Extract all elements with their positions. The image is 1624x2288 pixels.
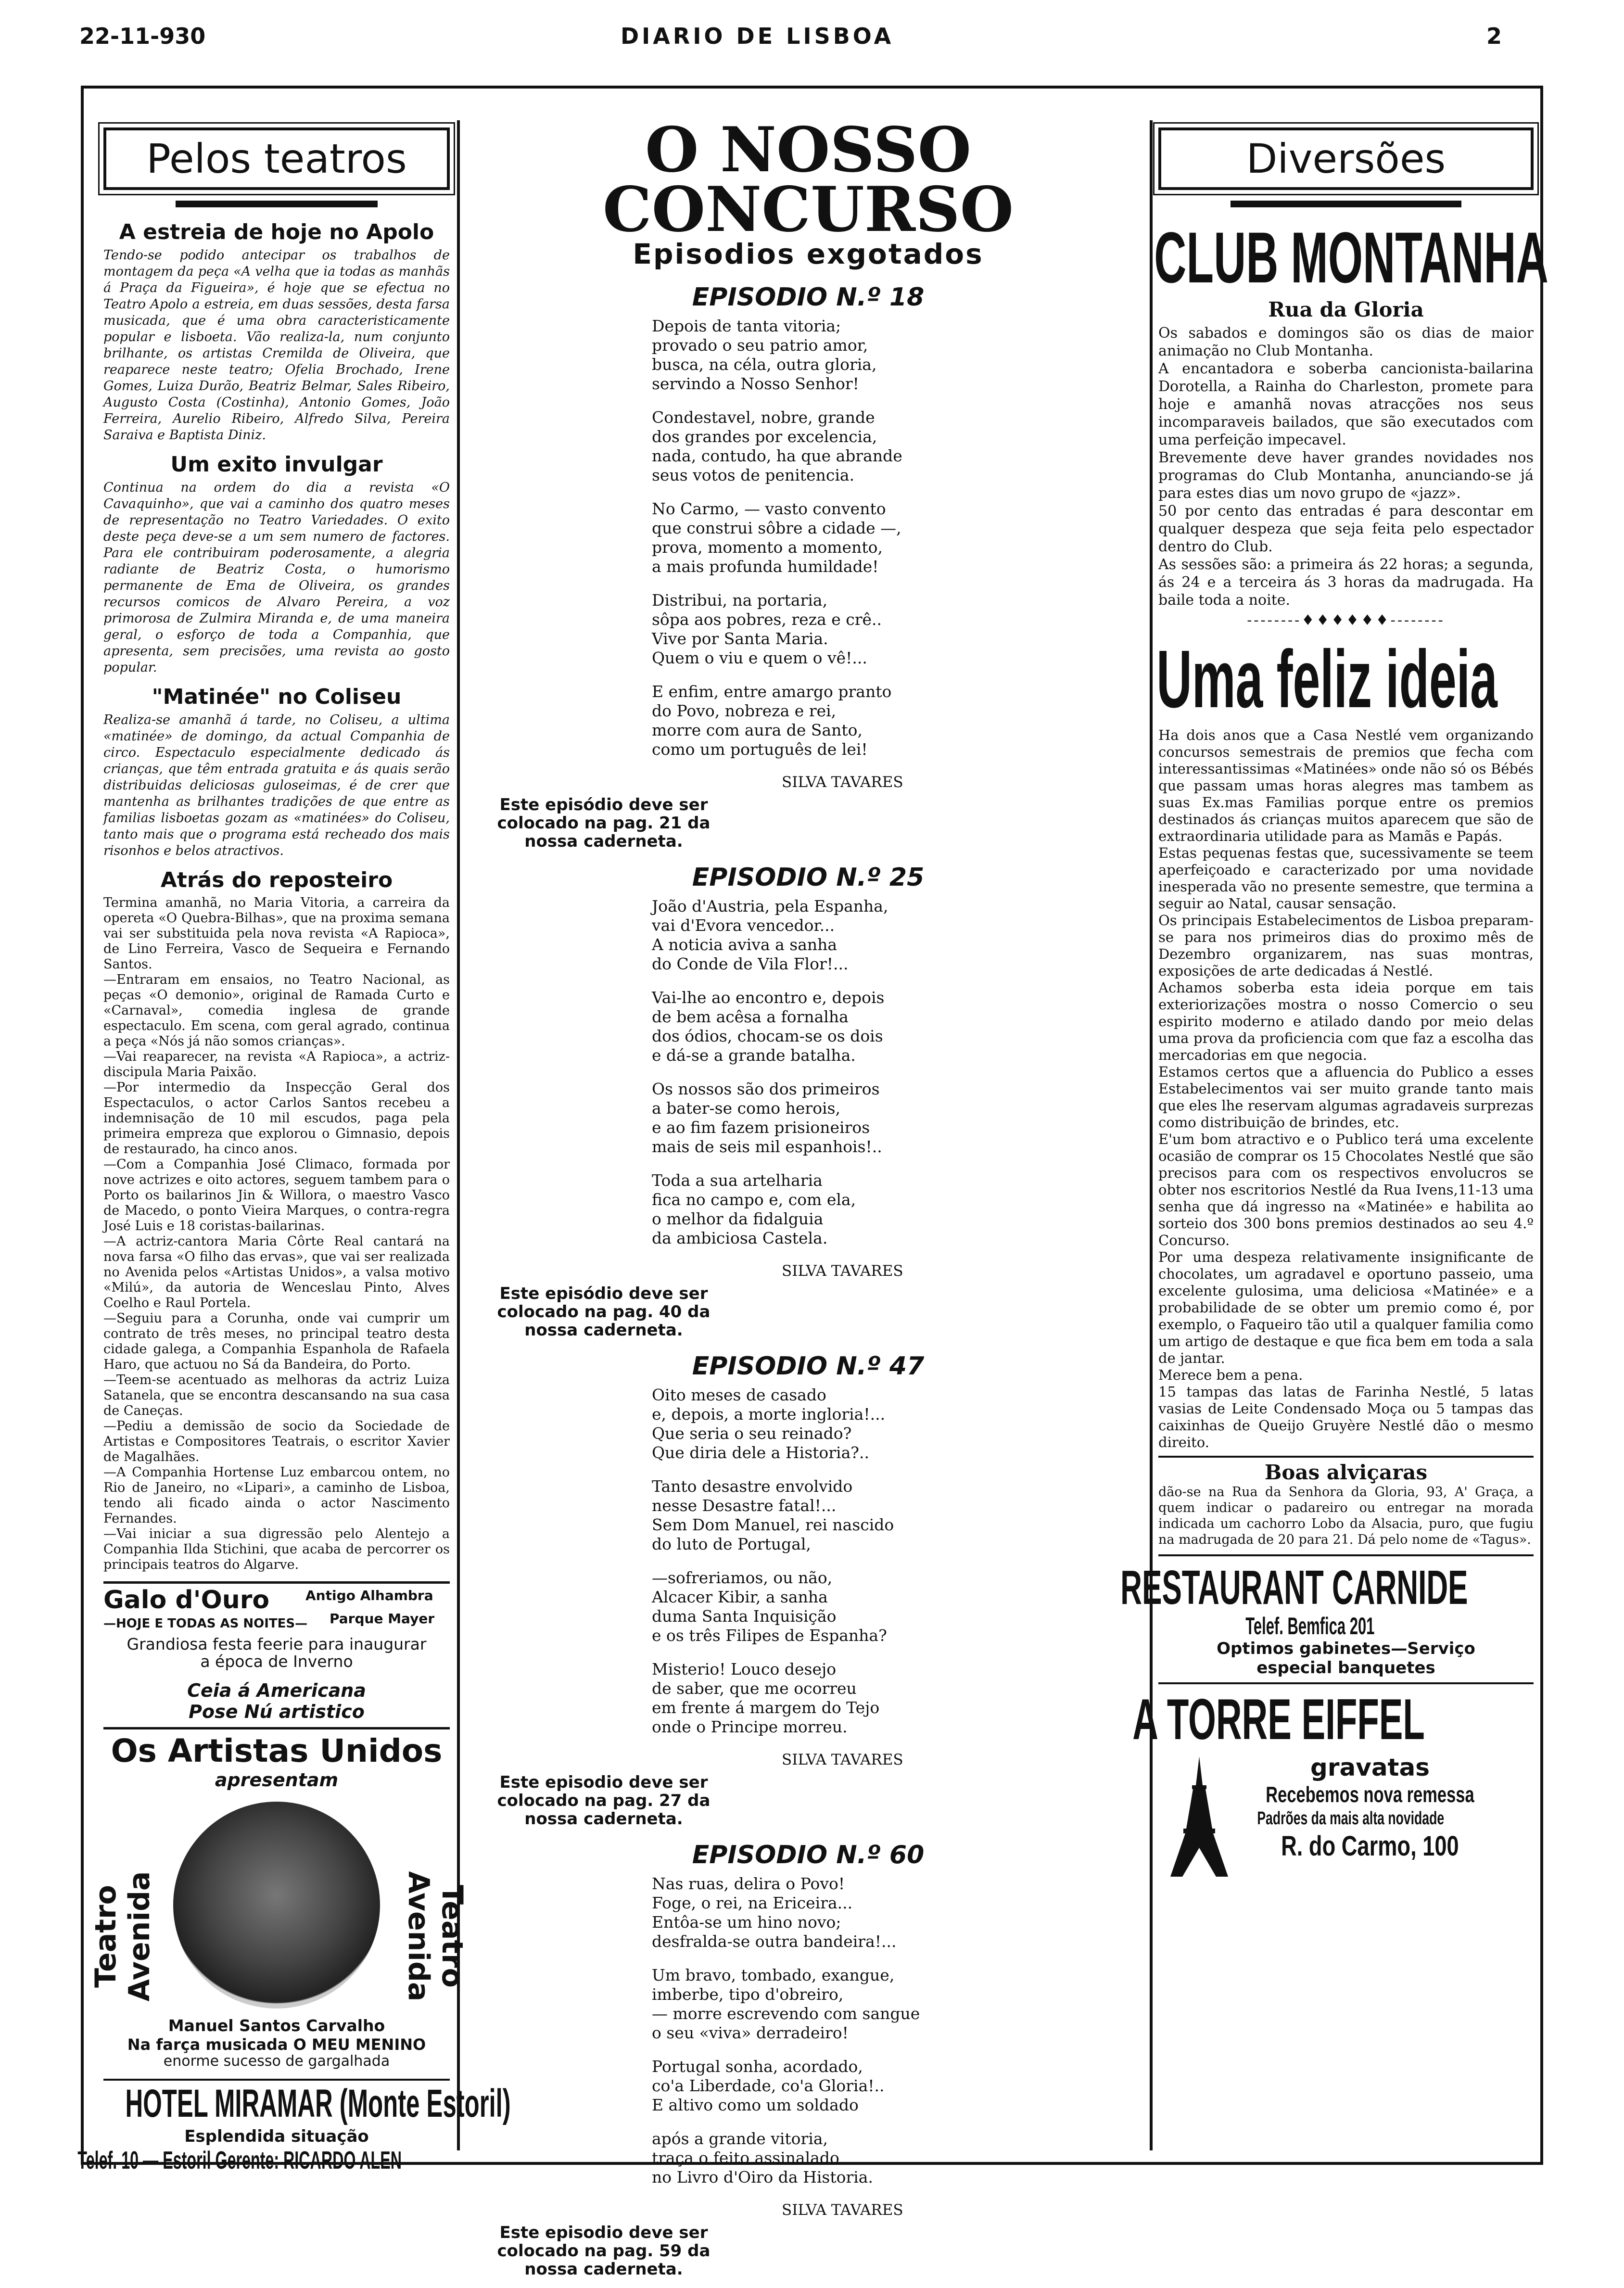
article-body: Continua na ordem do dia a revista «O Cavaquinho», que vai a caminho dos quatro meses de representação no Teatro Variedades. O exito deste peça deve-se a um sem numero de factores. Para ele contribuiram poderosamente, a alegria radiante de Beatriz Costa, o humorismo permanente de Ema de Oliveira, os grandes recursos comicos de Alvaro Pereira, a voz primorosa de Zulmira Miranda e, de uma maneira geral, o esforço de toda a Companhia, que apresenta, sem precisões, uma revista ao gosto popular.	[103, 480, 450, 675]
ad-line: Grandiosa festa feerie para inaugurar	[127, 1635, 427, 1653]
contest-subtitle: Episodios exgotados	[633, 238, 984, 270]
verse-stanza: Um bravo, tombado, exangue, imberbe, tipo d'obreiro, — morre escrevendo com sangue o seu «viva» derradeiro!	[652, 1966, 920, 2042]
episode	[469, 1352, 1147, 1828]
author-signature: SILVA TAVARES	[782, 1262, 903, 1280]
hotel-miramar-ad	[77, 2079, 511, 2176]
ad-side-text: Teatro Avenida	[402, 1871, 469, 2002]
ad-venue: Parque Mayer	[330, 1611, 435, 1627]
lost-dog-notice	[1158, 1456, 1534, 1548]
section-heading-theatres: Pelos teatros	[103, 127, 450, 190]
verse-stanza: Toda a sua artelharia fica no campo e, com ela, o melhor da fidalguia da ambiciosa Castela.	[652, 1171, 856, 1247]
article-heading: A estreia de hoje no Apolo	[119, 220, 434, 244]
ad-subtitle: apresentam	[215, 1769, 339, 1791]
verse-stanza: Nas ruas, delira o Povo! Foge, o rei, na Ericeira... Entôa-se um hino novo; desfralda-se outra bandeira!...	[652, 1874, 897, 1951]
ad-venue: Antigo Alhambra	[305, 1588, 433, 1603]
ad-line: Telef. 10 — Estoril Gerente: RICARDO ALEN	[77, 2147, 402, 2174]
ad-title: A TORRE EIFFEL	[1132, 1687, 1425, 1752]
ad-line: Na farça musicada O MEU MENINO	[127, 2035, 426, 2054]
ad-title: RESTAURANT CARNIDE	[1120, 1561, 1468, 1614]
eiffel-tower-icon	[1168, 1756, 1231, 1877]
verse-stanza: Vai-lhe ao encontro e, depois de bem acêsa a fornalha dos ódios, chocam-se os dois e dá-se a grande batalha.	[652, 988, 885, 1065]
nestle-body: Ha dois anos que a Casa Nestlé vem organizando concursos semestrais de premios que fecha com interessantissimas «Matinées» onde não só os Bébés que passam umas horas alegres mas tambem as suas Ex.mas Familias porque entre os premios destinados ás crianças muitos aparecem que são de extraordinaria utilidade para as Mamãs e Papás. Estas pequenas festas que, sucessivamente se teem aperfeiçoado e caracterizado por uma novidade inesperada vão no presente semestre, que termina a seguir ao Natal, causar sensação. Os principais Estabelecimentos de Lisboa preparam-se para nos primeiros dias do proximo mês de Dezembro organizarem, nas suas montras, exposições de arte dedicadas á Nestlé. Achamos soberba esta ideia porque em tais exteriorizações mostra o nosso Comercio o seu espirito moderno e atilado dando por meio delas uma prova da proficiencia com que faz a escolha das mercadorias em que negocia. Estamos certos que a afluencia do Publico a esses Estabelecimentos vai ser muito grande tanto mais que eles lhe reservam algumas agradaveis surprezas como distribuição de brindes, etc. E'um bom atractivo e o Publico terá uma excelente ocasião de comprar os 15 Chocolates Nestlé que são precisos para com os respectivos envolucros se obter nos escritorios Nestlé da Rua Ivens,11-13 uma senha que dá ingresso na «Matinée» e habilita ao sorteio dos 300 bons premios destinados ao seu 4.º Concurso. Por uma despeza relativamente insignificante de chocolates, um agradavel e oportuno passeio, uma excelente gulosima, uma deliciosa «Matinée» e a probabilidade de se obter um premio como é, por exemplo, o Faqueiro tão util a qualquer familia como um artigo de destaque e que fica bem em toda a sala de jantar. Merece bem a pena. 15 tampas das latas de Farinha Nestlé, 5 latas vasias de Leite Condensado Moça ou 5 tampas das caixinhas de Queijo Gruyère Nestlé dão o mesmo direito.	[1158, 727, 1534, 1450]
placement-note: Este episódio deve ser colocado na pag. 21 da nossa caderneta.	[497, 795, 710, 851]
ad-line: enorme sucesso de gargalhada	[163, 2053, 390, 2070]
verse-stanza: Tanto desastre envolvido nesse Desastre fatal!... Sem Dom Manuel, rei nascido do luto de Portugal,	[652, 1477, 894, 1553]
article-body: Termina amanhã, no Maria Vitoria, a carreira da opereta «O Quebra-Bilhas», que na proxima semana vai ser substituida pela nova revista «A Rapioca», de Lino Ferreira, Vasco de Sequeira e Fernando Santos. —Entraram em ensaios, no Teatro Nacional, as peças «O demonio», original de Ramada Curto e «Carnaval», comedia inglesa de grande espectaculo. Em scena, com geral agrado, continua a peça «Nós já não somos crianças». —Vai reaparecer, na revista «A Rapioca», a actriz-discipula Maria Paixão. —Por intermedio da Inspecção Geral dos Espectaculos, o actor Carlos Santos recebeu a indemnisação de 10 mil escudos, paga pela primeira empreza que explorou o Gimnasio, depois de restaurado, ha cinco anos. —Com a Companhia José Climaco, formada por nove actrizes e oito actores, seguem tambem para o Porto os bailarinos Jin & Willora, o maestro Vasco de Macedo, o ponto Vieira Marques, o contra-regra José Luis e 18 coristas-bailarinas. —A actriz-cantora Maria Côrte Real cantará na nova farsa «O filho das ervas», que vai ser realizada no Avenida pelos «Artistas Unidos», a valsa motivo «Milú», da autoria de Wenceslau Pinto, Alves Coelho e Raul Portela. —Seguiu para a Corunha, onde vai cumprir um contrato de três meses, no principal teatro desta cidade galega, a Companhia Espanhola de Rafaela Haro, que actuou no Sá da Bandeira, do Porto. —Teem-se acentuado as melhoras da actriz Luiza Satanela, que se encontra descansando na sua casa de Caneças. —Pediu a demissão de socio da Sociedade de Artistas e Compositores Teatrais, o escritor Xavier de Magalhães. —A Companhia Hortense Luz embarcou ontem, no Rio de Janeiro, no «Lipari», a caminho de Lisboa, tendo ali ficado ainda o actor Nascimento Fernandes. —Vai iniciar a sua digressão pelo Alentejo a Companhia Ilda Stichini, que acaba de percorrer os principais teatros do Algarve.	[103, 895, 450, 1572]
notice-body: dão-se na Rua da Senhora da Gloria, 93, A' Graça, a quem indicar o padareiro ou entregar na morada indicada um cachorro Lobo da Alsacia, puro, que fugiu na madrugada de 20 para 21. Dá pelo nome de «Tagus».	[1158, 1485, 1534, 1547]
club-address: Rua da Gloria	[1268, 298, 1424, 321]
contest-title: O NOSSO CONCURSO	[602, 114, 1014, 246]
issue-date: 22-11-930	[79, 23, 206, 49]
verse-stanza: Distribui, na portaria, sôpa aos pobres, reza e crê.. Vive por Santa Maria. Quem o viu e quem o vê!...	[652, 591, 882, 667]
nestle-headline: Uma feliz ideia	[1156, 634, 1497, 725]
verse-stanza: João d'Austria, pela Espanha, vai d'Evora vencedor... A noticia aviva a sanha do Conde de Vila Flor!...	[652, 897, 888, 973]
ad-side-text: Teatro Avenida	[89, 1871, 156, 2002]
verse-stanza: Oito meses de casado e, depois, a morte ingloria!... Que seria o seu reinado? Que diria dele a Historia?..	[652, 1386, 886, 1462]
episode-list	[469, 283, 1147, 2278]
episode	[469, 1841, 1147, 2278]
episode-title: EPISODIO N.º 60	[692, 1841, 925, 1869]
verse-stanza: No Carmo, — vasto convento que construi sôbre a cidade —, prova, momento a momento, a mais profunda humildade!	[652, 499, 901, 576]
placement-note: Este episodio deve ser colocado na pag. 27 da nossa caderneta.	[497, 1773, 710, 1829]
ad-line: Ceia á Americana	[187, 1680, 366, 1701]
verse-stanza: Depois de tanta vitoria; provado o seu patrio amor, busca, na céla, outra gloria, servindo a Nosso Senhor!	[652, 317, 877, 393]
ad-title: Os Artistas Unidos	[111, 1732, 443, 1769]
episode-title: EPISODIO N.º 47	[692, 1352, 925, 1381]
ad-line: Optimos gabinetes—Serviço	[1217, 1639, 1475, 1658]
verse-stanza: após a grande vitoria, traça o feito assinalado no Livro d'Oiro da Historia.	[652, 2129, 873, 2186]
episode-title: EPISODIO N.º 25	[692, 863, 925, 892]
verse-stanza: Os nossos são dos primeiros a bater-se como herois, e ao fim fazem prisioneiros mais de seis mil espanhois!..	[652, 1080, 882, 1156]
author-signature: SILVA TAVARES	[782, 1751, 903, 1768]
ad-title: HOTEL MIRAMAR (Monte Estoril)	[125, 2082, 511, 2125]
verse-stanza: E enfim, entre amargo pranto do Povo, nobreza e rei, morre com aura de Santo, como um português de lei!	[652, 682, 892, 759]
placement-note: Este episodio deve ser colocado na pag. 59 da nossa caderneta.	[497, 2223, 710, 2279]
episode	[469, 283, 1147, 851]
article-body: Tendo-se podido antecipar os trabalhos de montagem da peça «A velha que ia todas as manhãs á Praça da Figueira», é hoje que se efectua no Teatro Apolo a estreia, em duas sessões, desta farsa musicada, que é uma obra caracteristicamente popular e lisboeta. Vão realiza-la, num conjunto brilhante, os artistas Cremilda de Oliveira, que reaparece neste teatro; Ofelia Brochado, Irene Gomes, Luiza Durão, Beatriz Belmar, Sales Ribeiro, Augusto Costa (Costinha), Antonio Gomes, João Ferreira, Aurelio Ribeiro, Alfredo Silva, Pereira Saraiva e Baptista Diniz.	[103, 248, 450, 443]
heading-ornament	[176, 201, 378, 207]
ad-line: Pose Nú artistico	[189, 1701, 365, 1722]
article-heading: Um exito invulgar	[170, 452, 383, 477]
placement-note: Este episódio deve ser colocado na pag. 40 da nossa caderneta.	[497, 1284, 710, 1340]
contest-column	[469, 114, 1147, 2288]
ad-line: Esplendida situação	[184, 2127, 369, 2146]
ad-line: Recebemos nova remessa	[1266, 1782, 1474, 1807]
article-heading: Atrás do reposteiro	[160, 868, 393, 892]
artistas-unidos-ad	[89, 1727, 469, 2070]
ad-line: Padrões da mais alta novidade	[1257, 1808, 1445, 1829]
actor-portrait	[173, 1802, 380, 2008]
newspaper-title: DIARIO DE LISBOA	[621, 23, 894, 49]
torre-eiffel-ad	[1132, 1682, 1534, 1877]
verse-stanza: Misterio! Louco desejo de saber, que me ocorreu em frente á margem do Tejo onde o Principe morreu.	[652, 1660, 880, 1736]
page-number: 2	[1486, 23, 1502, 49]
club-title: CLUB MONTANHA	[1154, 217, 1548, 298]
divider: --------♦♦♦♦♦♦--------	[1247, 612, 1445, 629]
verse-stanza: —sofreriamos, ou não, Alcacer Kibir, a sanha duma Santa Inquisição e os três Filipes de Espanha?	[652, 1568, 887, 1645]
ad-line: a época de Inverno	[200, 1652, 353, 1671]
author-signature: SILVA TAVARES	[782, 2201, 903, 2219]
ad-line: Telef. Bemfica 201	[1245, 1613, 1375, 1640]
ad-line: especial banquetes	[1256, 1658, 1435, 1678]
article-heading: "Matinée" no Coliseu	[152, 685, 402, 709]
ad-line: gravatas	[1310, 1754, 1430, 1781]
ad-subtitle: —HOJE E TODAS AS NOITES—	[103, 1616, 308, 1631]
club-body: Os sabados e domingos são os dias de maior animação no Club Montanha. A encantadora e soberba cancionista-bailarina Dorotella, a Rainha do Charleston, promete para hoje e amanhã novas atracções nos seus incomparaveis bailados, que são executados com uma perfeição impecavel. Brevemente deve haver grandes novidades nos programas do Club Montanha, anunciando-se já para estes dias um novo grupo de «jazz». 50 por cento das entradas é para descontar em qualquer despeza que seja feita pelo espectador dentro do Club. As sessões são: a primeira ás 22 horas; a segunda, ás 24 e a terceira ás 3 horas da madrugada. Ha baile toda a noite.	[1158, 325, 1534, 609]
episode-title: EPISODIO N.º 18	[692, 283, 925, 312]
column-rule-right	[1150, 120, 1153, 2150]
article-body: Realiza-se amanhã á tarde, no Coliseu, a ultima «matinée» de domingo, da actual Companhia de circo. Espectaculo especialmente dedicado ás crianças, que têm entrada gratuita e ás quais serão distribuidas deliciosas guloseimas, é de crer que mantenha as brilhantes tradições de que entre as familias lisboetas gozam as «matinées» do Coliseu, tanto mais que o programa está recheado dos mais risonhos e belos atractivos.	[103, 712, 450, 858]
ad-line: R. do Carmo, 100	[1281, 1830, 1459, 1862]
section-heading-entertainment: Diversões	[1158, 127, 1534, 190]
ad-caption: Manuel Santos Carvalho	[168, 2016, 385, 2035]
galo-ouro-ad	[103, 1581, 450, 1683]
verse-stanza: Portugal sonha, acordado, co'a Liberdade, co'a Gloria!.. E altivo como um soldado	[652, 2057, 885, 2114]
heading-ornament	[1231, 201, 1461, 207]
theatre-column	[77, 120, 511, 2176]
entertainment-column	[1120, 120, 1548, 1877]
author-signature: SILVA TAVARES	[782, 774, 903, 791]
restaurant-carnide-ad	[1120, 1554, 1534, 1678]
ad-title: Galo d'Ouro	[103, 1586, 270, 1614]
episode	[469, 863, 1147, 1339]
notice-title: Boas alviçaras	[1264, 1461, 1428, 1484]
verse-stanza: Condestavel, nobre, grande dos grandes por excelencia, nada, contudo, ha que abrande seus votos de penitencia.	[652, 408, 902, 484]
